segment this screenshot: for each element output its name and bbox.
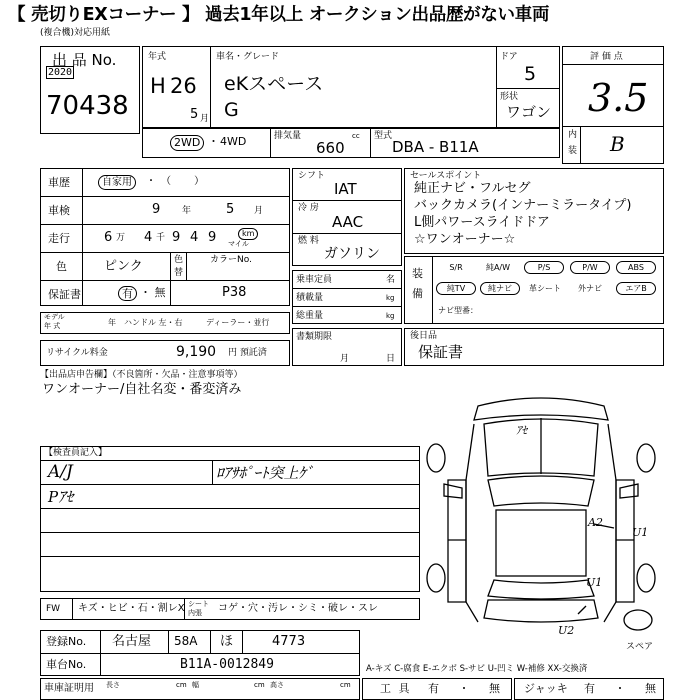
fw-text: キズ・ヒビ・石・割レX — [78, 603, 185, 614]
cert-label: 車庫証明用 — [44, 683, 94, 694]
equipment-label-2: 備 — [412, 287, 423, 300]
shift-label: シフト — [298, 171, 326, 181]
cert-width-unit: cm — [254, 681, 265, 689]
inspector-line2: Pｱｾ — [48, 488, 74, 506]
model-year-handle: ハンドル 左・右 — [124, 318, 183, 327]
weight-unit: kg — [386, 312, 395, 320]
equip-navi: 純ナビ — [480, 282, 520, 295]
rating-value: 3.5 — [588, 76, 649, 120]
recycle-label: リサイクル料金 — [46, 348, 108, 358]
drive-dot: ・ — [208, 135, 219, 148]
form-subtitle: (複合機)対応用紙 — [40, 28, 111, 38]
car-grade: G — [224, 99, 239, 121]
registration-number: 4773 — [272, 634, 306, 649]
rating-label: 評 価 点 — [590, 52, 623, 62]
model-year-label-2: 年 式 — [44, 322, 61, 330]
expiry-label: 書類期限 — [296, 332, 333, 342]
inspection-year: 9 — [152, 202, 161, 217]
recycle-unit: 円 預託済 — [228, 348, 267, 358]
registration-city: 名古屋 — [112, 634, 152, 649]
diagram-mark-u1-rear: U1 — [586, 576, 603, 589]
lot-number: 70438 — [46, 91, 129, 121]
interior-value: B — [610, 132, 625, 156]
capacity-unit: 名 — [386, 275, 396, 285]
color-no-label: カラーNo. — [210, 255, 252, 265]
equip-ext-navi: 外ナビ — [578, 284, 602, 293]
lot-year: 2020 — [48, 67, 73, 78]
interior-label-1: 内 — [568, 130, 578, 140]
registration-kana: ほ — [220, 634, 234, 649]
door-value: 5 — [524, 63, 537, 85]
diagram-mark-u1-right: U1 — [632, 526, 649, 539]
cert-length: 長さ — [106, 681, 120, 689]
inspection-month: 5 — [226, 202, 235, 217]
selling-point-2: バックカメラ(インナーミラータイプ) — [414, 198, 632, 213]
equip-ps: P/S — [524, 261, 564, 274]
fw-seat-2: 内張 — [188, 609, 202, 617]
year-value: 26 — [170, 74, 197, 98]
chassis-label: 車台No. — [46, 658, 87, 671]
spare-label: スペア — [626, 642, 654, 652]
color-change-2: 替 — [174, 268, 184, 278]
inspection-month-unit: 月 — [254, 206, 264, 216]
diagram-mark-u2: U2 — [558, 624, 575, 637]
shift-value: IAT — [334, 180, 357, 198]
ac-value: AAC — [332, 213, 364, 231]
after-parts-label: 後日品 — [410, 331, 438, 341]
fuel-value: ガソリン — [324, 246, 380, 262]
year-label: 年式 — [148, 52, 167, 62]
page-title: 【 売切りEXコーナー 】 過去1年以上 オークション出品歴がない車両 — [8, 5, 550, 25]
warranty-rest: ・ 無 — [140, 286, 166, 299]
notes-value: ワンオーナー/自社名変・番変済み — [42, 382, 242, 397]
recycle-value: 9,190 — [176, 344, 217, 360]
mileage-unit-mile: マイル — [228, 240, 249, 248]
damage-legend: A-キズ C-腐食 E-エクボ S-サビ U-凹ミ W-補修 XX-交換済 — [366, 664, 588, 674]
load-label: 積載量 — [296, 293, 324, 303]
year-month-unit: 月 — [200, 114, 210, 124]
expiry-month: 月 — [340, 354, 350, 364]
selling-point-3: L側パワースライドドア — [414, 215, 550, 230]
mileage-v1: 6 — [104, 230, 113, 245]
fw-seat-1: シート — [188, 600, 209, 608]
equip-leather: 革シート — [529, 284, 561, 293]
equip-alloy: 純A/W — [485, 263, 511, 272]
diagram-mark-front: ｱｾ — [516, 424, 527, 437]
damage-diagram — [418, 388, 664, 638]
equip-airbag: エアB — [616, 282, 656, 295]
mileage-label: 走行 — [48, 232, 70, 245]
lot-label: 出 品 No. — [52, 51, 117, 69]
history-selected: 自家用 — [98, 175, 136, 190]
year-era: H — [150, 74, 166, 98]
equip-sr: S/R — [449, 263, 463, 272]
model-code-label: 型式 — [374, 131, 393, 141]
cert-height: 高さ — [270, 681, 284, 689]
chassis-value: B11A-0012849 — [180, 657, 274, 672]
inspector-label: 【検査員記入】 — [44, 448, 108, 458]
interior-label-2: 装 — [568, 146, 578, 156]
after-parts-value: 保証書 — [418, 343, 464, 361]
name-label: 車名・グレード — [216, 52, 280, 62]
cert-width: 幅 — [192, 681, 199, 689]
model-code-value: DBA - B11A — [392, 138, 479, 156]
history-rest: ・（ ） — [146, 176, 215, 187]
equip-tv: 純TV — [436, 282, 476, 295]
jack-value: 有 ・ 無 — [584, 682, 664, 695]
model-year-label-1: モデル — [44, 313, 65, 321]
color-label: 色 — [56, 260, 67, 273]
drive-4wd: 4WD — [220, 135, 247, 148]
fuel-label: 燃 料 — [298, 236, 319, 246]
expiry-day: 日 — [386, 354, 396, 364]
color-no-value: P38 — [222, 285, 247, 300]
selling-point-4: ☆ワンオーナー☆ — [414, 232, 516, 247]
mileage-unit-km: km — [238, 228, 258, 240]
engine-unit: cc — [352, 132, 360, 140]
history-label: 車歴 — [48, 176, 70, 189]
model-year-unit: 年 — [108, 318, 116, 327]
nav-model-label: ナビ型番： — [438, 306, 478, 315]
mileage-v5: 9 — [208, 230, 217, 245]
selling-point-1: 純正ナビ・フルセグ — [414, 181, 531, 196]
tools-value: 有 ・ 無 — [428, 682, 508, 695]
diagram-mark-a2: A2 — [588, 516, 603, 529]
inspection-label: 車検 — [48, 204, 70, 217]
engine-label: 排気量 — [274, 131, 302, 141]
model-year-dealer: ディーラー・並行 — [206, 318, 270, 327]
mileage-u2: 千 — [156, 233, 166, 243]
door-label: ドア — [500, 52, 518, 62]
selling-points-label: セールスポイント — [410, 171, 482, 181]
equip-abs: ABS — [616, 261, 656, 274]
equipment-label-1: 装 — [412, 267, 423, 280]
jack-label: ジャッキ — [524, 682, 568, 695]
drive-2wd: 2WD — [170, 135, 204, 151]
ac-label: 冷 房 — [298, 203, 319, 213]
mileage-v4: 4 — [190, 230, 199, 245]
warranty-selected: 有 — [118, 286, 137, 301]
body-value: ワゴン — [506, 103, 552, 121]
inspector-line1b: ﾛｱｻﾎﾟｰﾄ突上ｹﾞ — [216, 464, 314, 482]
load-unit: kg — [386, 294, 395, 302]
color-change-1: 色 — [174, 255, 184, 265]
registration-label: 登録No. — [46, 635, 87, 648]
equip-pw: P/W — [570, 261, 610, 274]
inspector-line1a: A/J — [48, 462, 73, 482]
weight-label: 総重量 — [296, 311, 324, 321]
fw-label: FW — [46, 604, 61, 614]
warranty-label: 保証書 — [48, 288, 81, 301]
capacity-label: 乗車定員 — [296, 275, 333, 285]
fw-seat-text: コゲ・穴・汚レ・シミ・破レ・スレ — [218, 603, 378, 614]
year-month: 5 — [190, 107, 199, 122]
mileage-v3: 9 — [172, 230, 181, 245]
mileage-v2: 4 — [144, 230, 153, 245]
engine-value: 660 — [316, 139, 345, 157]
car-model: eKスペース — [224, 73, 324, 95]
cert-height-unit: cm — [340, 681, 351, 689]
registration-class: 58A — [174, 634, 198, 648]
drive-box — [142, 128, 560, 158]
color-value: ピンク — [104, 259, 143, 274]
tools-label: 工 具 — [380, 682, 412, 695]
cert-length-unit: cm — [176, 681, 187, 689]
mileage-u1: 万 — [116, 233, 126, 243]
notes-label: 【出品店申告欄】（不良箇所・欠品・注意事項等） — [40, 370, 243, 380]
inspection-year-unit: 年 — [182, 206, 192, 216]
body-label: 形状 — [500, 92, 519, 102]
